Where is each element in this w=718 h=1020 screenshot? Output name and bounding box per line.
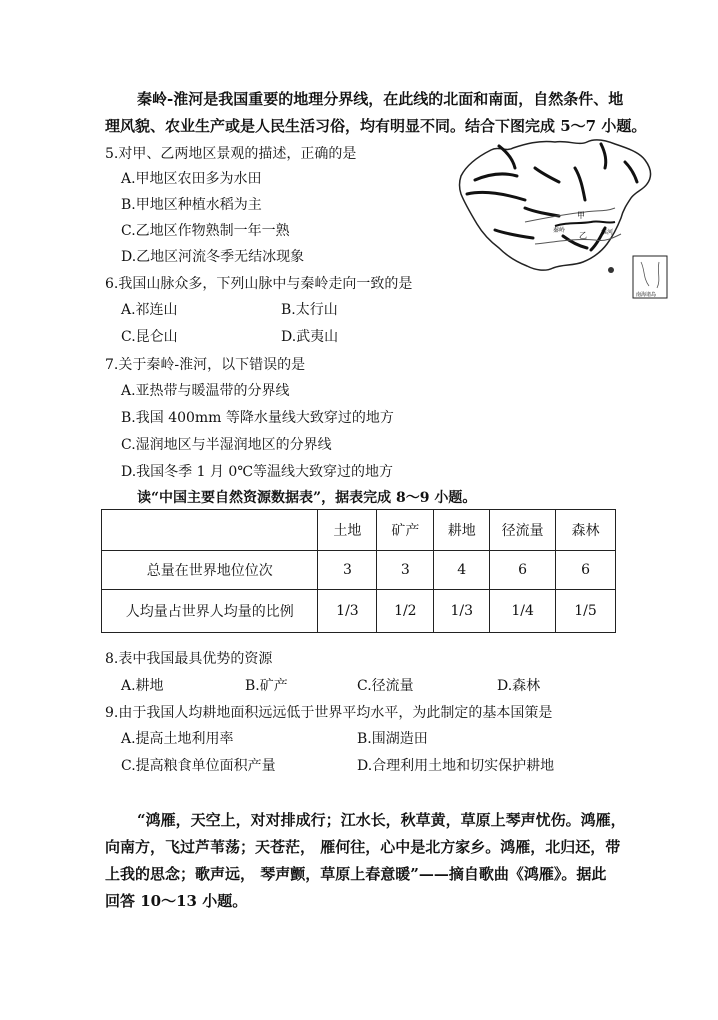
- table-header-cell: 森林: [556, 510, 616, 551]
- table-intro: 读“中国主要自然资源数据表”，据表完成 8～9 小题。: [137, 490, 477, 506]
- q7-option-b: B.我国 400mm 等降水量线大致穿过的地方: [121, 410, 394, 426]
- table-cell: 总量在世界地位位次: [102, 551, 318, 590]
- qinling-huaihe-line: [555, 221, 615, 226]
- q7-option-a: A.亚热带与暖温带的分界线: [121, 383, 290, 399]
- table-row: [102, 551, 616, 590]
- table-header-cell: 矿产: [377, 510, 434, 551]
- table-cell: 1/5: [556, 590, 616, 633]
- song-line-2: 向南方，飞过芦苇荡；天苍茫， 雁何往，心中是北方家乡。鸿雁，北归还，带: [105, 838, 621, 856]
- q5-option-d: D.乙地区河流冬季无结冰现象: [121, 249, 305, 265]
- table-cell: 3: [318, 551, 377, 590]
- china-outline: [460, 140, 651, 270]
- table-cell: 1/4: [490, 590, 556, 633]
- table-cell: 1/2: [377, 590, 434, 633]
- q5-option-c: C.乙地区作物熟制一年一熟: [121, 223, 290, 239]
- q6-option-c: C.昆仑山: [121, 329, 178, 345]
- table-header-cell: 耕地: [434, 510, 490, 551]
- q6-stem: 6.我国山脉众多，下列山脉中与秦岭走向一致的是: [105, 276, 413, 292]
- q6-option-b: B.太行山: [281, 302, 338, 318]
- q9-option-a: A.提高土地利用率: [121, 731, 234, 747]
- q8-option-b: B.矿产: [245, 678, 288, 694]
- label-jia: 甲: [577, 211, 585, 220]
- table-cell: 1/3: [434, 590, 490, 633]
- song-line-3: 上我的思念；歌声远， 琴声颤，草原上春意暖”——摘自歌曲《鸿雁》。据此: [105, 865, 607, 883]
- q6-option-d: D.武夷山: [281, 329, 339, 345]
- label-qinling: 秦岭: [553, 227, 566, 234]
- song-line-1: “鸿雁，天空上，对对排成行；江水长，秋草黄，草原上琴声忧伤。鸿雁，: [137, 811, 626, 829]
- q5-option-a: A.甲地区农田多为水田: [121, 171, 262, 187]
- table-cell: 6: [490, 551, 556, 590]
- q6-option-a: A.祁连山: [121, 302, 178, 318]
- q9-option-c: C.提高粮食单位面积产量: [121, 758, 276, 774]
- label-yi: 乙: [579, 231, 587, 240]
- china-map-figure: [455, 138, 675, 300]
- intro-line-2: 理风貌、农业生产或是人民生活习俗，均有明显不同。结合下图完成 5～7 小题。: [105, 117, 647, 135]
- q8-stem: 8.表中我国最具优势的资源: [105, 651, 273, 667]
- label-huaihe: 淮河: [601, 229, 614, 236]
- q8-option-a: A.耕地: [121, 678, 164, 694]
- table-row: [102, 590, 616, 633]
- q9-stem: 9.由于我国人均耕地面积远远低于世界平均水平，为此制定的基本国策是: [105, 705, 553, 721]
- table-header-cell: 径流量: [490, 510, 556, 551]
- table-cell: 3: [377, 551, 434, 590]
- q5-option-b: B.甲地区种植水稻为主: [121, 197, 262, 213]
- table-header-cell: [102, 510, 318, 551]
- song-line-4: 回答 10～13 小题。: [105, 892, 248, 910]
- inset-label: 南海诸岛: [636, 292, 657, 298]
- q8-option-d: D.森林: [497, 678, 541, 694]
- q9-option-b: B.围湖造田: [357, 731, 428, 747]
- q5-stem: 5.对甲、乙两地区景观的描述，正确的是: [105, 146, 357, 162]
- table-header-row: [102, 510, 616, 551]
- table-cell: 6: [556, 551, 616, 590]
- q9-option-d: D.合理利用土地和切实保护耕地: [357, 758, 555, 774]
- intro-line-1: 秦岭-淮河是我国重要的地理分界线，在此线的北面和南面，自然条件、地: [137, 90, 624, 108]
- q7-stem: 7.关于秦岭-淮河，以下错误的是: [105, 357, 306, 373]
- table-header-cell: 土地: [318, 510, 377, 551]
- table-cell: 人均量占世界人均量的比例: [102, 590, 318, 633]
- q7-option-c: C.湿润地区与半湿润地区的分界线: [121, 437, 332, 453]
- table-cell: 4: [434, 551, 490, 590]
- q7-option-d: D.我国冬季 1 月 0℃等温线大致穿过的地方: [121, 464, 394, 480]
- q8-option-c: C.径流量: [357, 678, 414, 694]
- table-cell: 1/3: [318, 590, 377, 633]
- resource-table: [101, 509, 616, 633]
